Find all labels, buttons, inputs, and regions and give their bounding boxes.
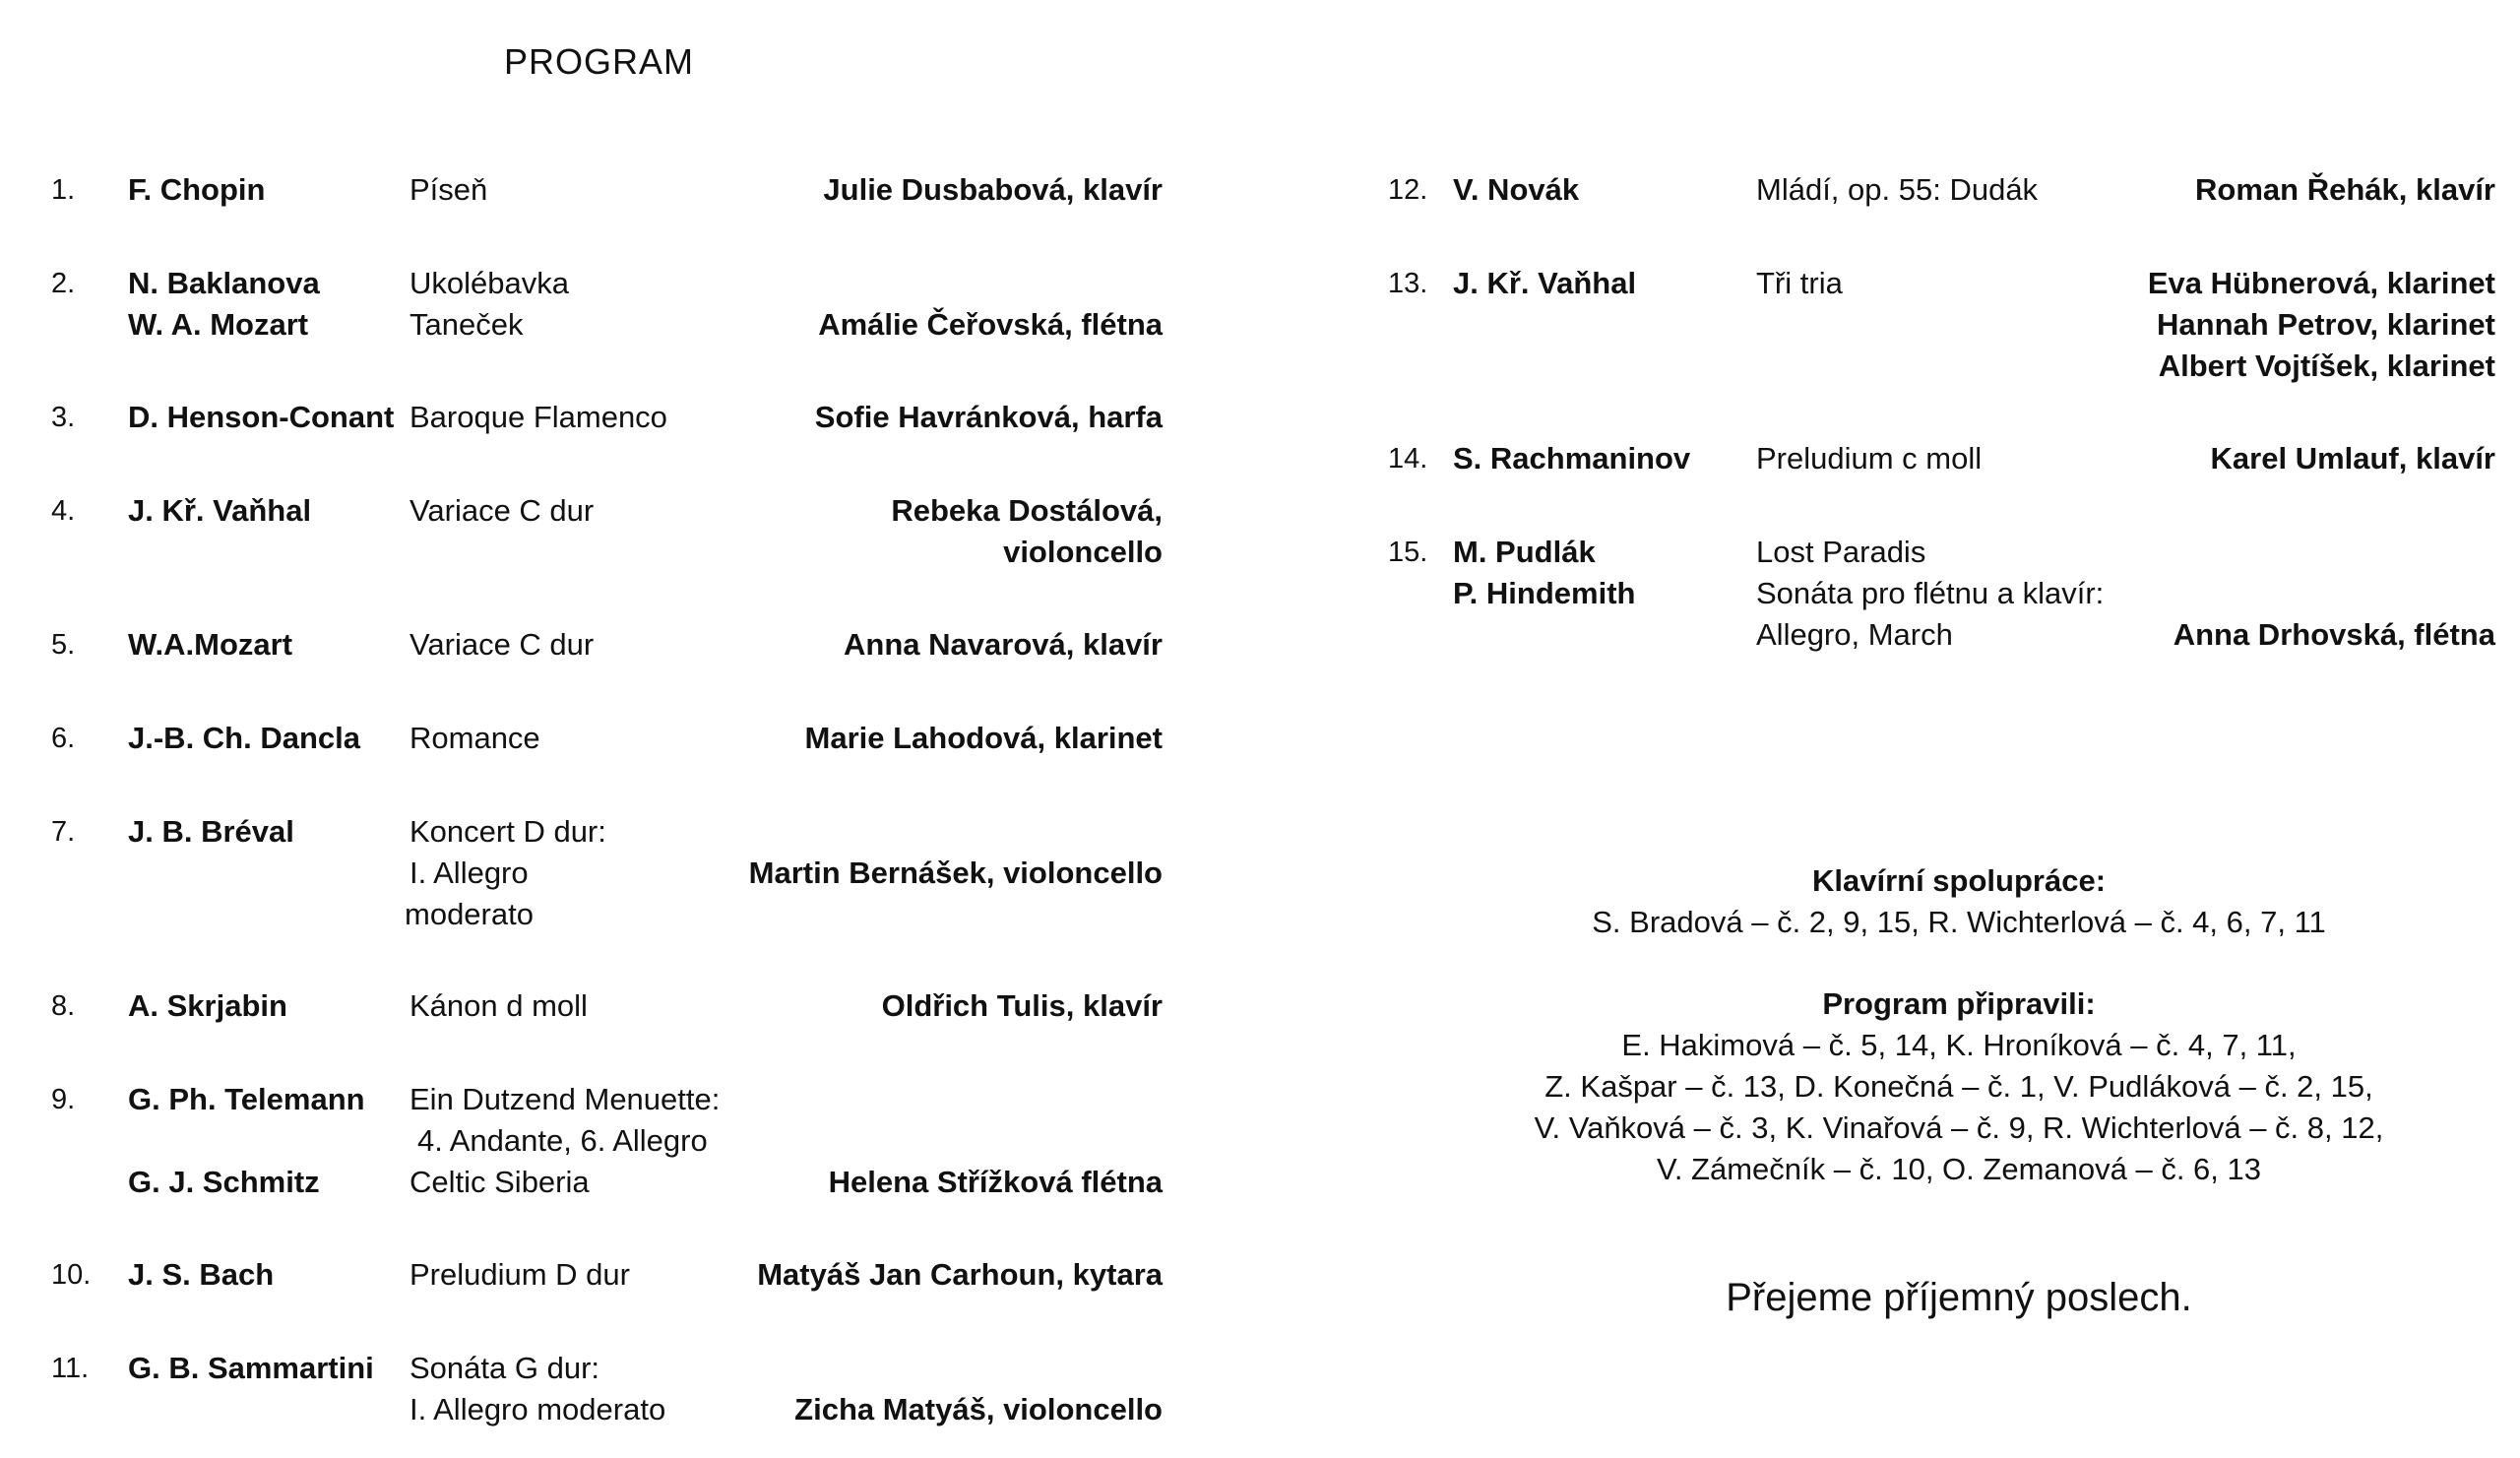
- performer-name: Zicha Matyáš, violoncello: [794, 1392, 1163, 1426]
- piece-title: 4. Andante, 6. Allegro: [417, 1123, 708, 1158]
- composer-name: G. Ph. Telemann: [128, 1082, 365, 1116]
- piece-title: Taneček: [410, 307, 524, 342]
- performer-name: Sofie Havránková, harfa: [814, 400, 1163, 434]
- piece-title: I. Allegro moderato: [410, 1392, 666, 1426]
- entry-number: 13.: [1388, 268, 1428, 299]
- entry-number: 2.: [51, 268, 76, 299]
- piece-title: Romance: [410, 721, 540, 755]
- piece-title: Celtic Siberia: [410, 1165, 590, 1199]
- piece-title: Preludium c moll: [1756, 441, 1983, 475]
- composer-name: S. Rachmaninov: [1453, 441, 1691, 475]
- piece-title: Kánon d moll: [410, 988, 588, 1023]
- piece-title: Preludium D dur: [410, 1257, 630, 1292]
- entry-number: 9.: [51, 1084, 76, 1115]
- entry-number: 3.: [51, 402, 76, 433]
- piece-title: Lost Paradis: [1756, 535, 1926, 569]
- performer-name: Matyáš Jan Carhoun, kytara: [757, 1257, 1163, 1292]
- entry-number: 14.: [1388, 443, 1428, 475]
- performer-name: Roman Řehák, klavír: [2195, 172, 2495, 207]
- accompaniment-heading: Klavírní spolupráce:: [1811, 863, 2107, 898]
- performer-name: Albert Vojtíšek, klarinet: [2158, 349, 2495, 383]
- accompaniment-line: S. Bradová – č. 2, 9, 15, R. Wichterlová – č. 4, 6, 7, 11: [1592, 905, 2326, 939]
- prepared-line: E. Hakimová – č. 5, 14, K. Hroníková – č. 4, 7, 11,: [1621, 1028, 2297, 1062]
- entry-number: 8.: [51, 990, 76, 1022]
- page-title: PROGRAM: [504, 41, 695, 82]
- piece-title: Píseň: [410, 172, 488, 207]
- performer-name: Hannah Petrov, klarinet: [2157, 307, 2495, 342]
- performer-name: Anna Drhovská, flétna: [2173, 617, 2495, 652]
- composer-name: P. Hindemith: [1453, 576, 1636, 610]
- prepared-heading: Program připravili:: [1822, 986, 2096, 1021]
- piece-title: Tři tria: [1756, 266, 1843, 300]
- performer-name: Helena Střížková flétna: [828, 1165, 1163, 1199]
- piece-title: Variace C dur: [410, 627, 595, 662]
- entry-number: 10.: [51, 1259, 92, 1291]
- composer-name: F. Chopin: [128, 172, 266, 207]
- composer-name: M. Pudlák: [1453, 535, 1596, 569]
- composer-name: J. B. Bréval: [128, 814, 294, 849]
- entry-number: 12.: [1388, 174, 1428, 206]
- accompaniment-block: [1319, 860, 2520, 943]
- performer-name: Eva Hübnerová, klarinet: [2147, 266, 2495, 300]
- prepared-line: V. Vaňková – č. 3, K. Vinařová – č. 9, R. Wichterlová – č. 8, 12,: [1534, 1110, 2384, 1145]
- composer-name: N. Baklanova: [128, 266, 320, 300]
- piece-title: Baroque Flamenco: [410, 400, 667, 434]
- composer-name: A. Skrjabin: [128, 988, 287, 1023]
- composer-name: D. Henson-Conant: [128, 400, 395, 434]
- performer-name: Rebeka Dostálová,: [891, 493, 1163, 528]
- composer-name: J. Kř. Vaňhal: [1453, 266, 1637, 300]
- performer-name: Karel Umlauf, klavír: [2210, 441, 2495, 475]
- entry-number: 15.: [1388, 537, 1428, 568]
- piece-title: Mládí, op. 55: Dudák: [1756, 172, 2039, 207]
- performer-name: violoncello: [1003, 535, 1163, 569]
- entry-number: 6.: [51, 723, 76, 754]
- piece-title: Ein Dutzend Menuette:: [410, 1082, 721, 1116]
- performer-name: Martin Bernášek, violoncello: [748, 856, 1163, 890]
- prepared-block: [1319, 983, 2520, 1190]
- piece-title: moderato: [405, 897, 534, 931]
- performer-name: Oldřich Tulis, klavír: [881, 988, 1163, 1023]
- composer-name: V. Novák: [1453, 172, 1580, 207]
- composer-name: G. B. Sammartini: [128, 1351, 374, 1385]
- composer-name: J. S. Bach: [128, 1257, 275, 1292]
- piece-title: I. Allegro: [410, 856, 529, 890]
- performer-name: Julie Dusbabová, klavír: [823, 172, 1163, 207]
- entry-number: 1.: [51, 174, 76, 206]
- performer-name: Amálie Čeřovská, flétna: [818, 307, 1163, 342]
- closing-message: Přejeme příjemný poslech.: [1726, 1276, 2192, 1319]
- piece-title: Ukolébavka: [410, 266, 569, 300]
- piece-title: Koncert D dur:: [410, 814, 606, 849]
- piece-title: Sonáta pro flétnu a klavír:: [1756, 576, 2105, 610]
- composer-name: J.-B. Ch. Dancla: [128, 721, 360, 755]
- piece-title: Variace C dur: [410, 493, 595, 528]
- composer-name: W.A.Mozart: [128, 627, 293, 662]
- piece-title: Allegro, March: [1756, 617, 1953, 652]
- prepared-line: Z. Kašpar – č. 13, D. Konečná – č. 1, V. Pudláková – č. 2, 15,: [1544, 1069, 2373, 1104]
- entry-number: 5.: [51, 629, 76, 661]
- composer-name: G. J. Schmitz: [128, 1165, 320, 1199]
- composer-name: J. Kř. Vaňhal: [128, 493, 312, 528]
- entry-number: 11.: [51, 1353, 90, 1384]
- composer-name: W. A. Mozart: [128, 307, 309, 342]
- prepared-line: V. Zámečník – č. 10, O. Zemanová – č. 6, 13: [1657, 1152, 2261, 1186]
- piece-title: Sonáta G dur:: [410, 1351, 600, 1385]
- entry-number: 4.: [51, 495, 76, 527]
- performer-name: Marie Lahodová, klarinet: [804, 721, 1163, 755]
- entry-number: 7.: [51, 816, 76, 848]
- performer-name: Anna Navarová, klavír: [844, 627, 1163, 662]
